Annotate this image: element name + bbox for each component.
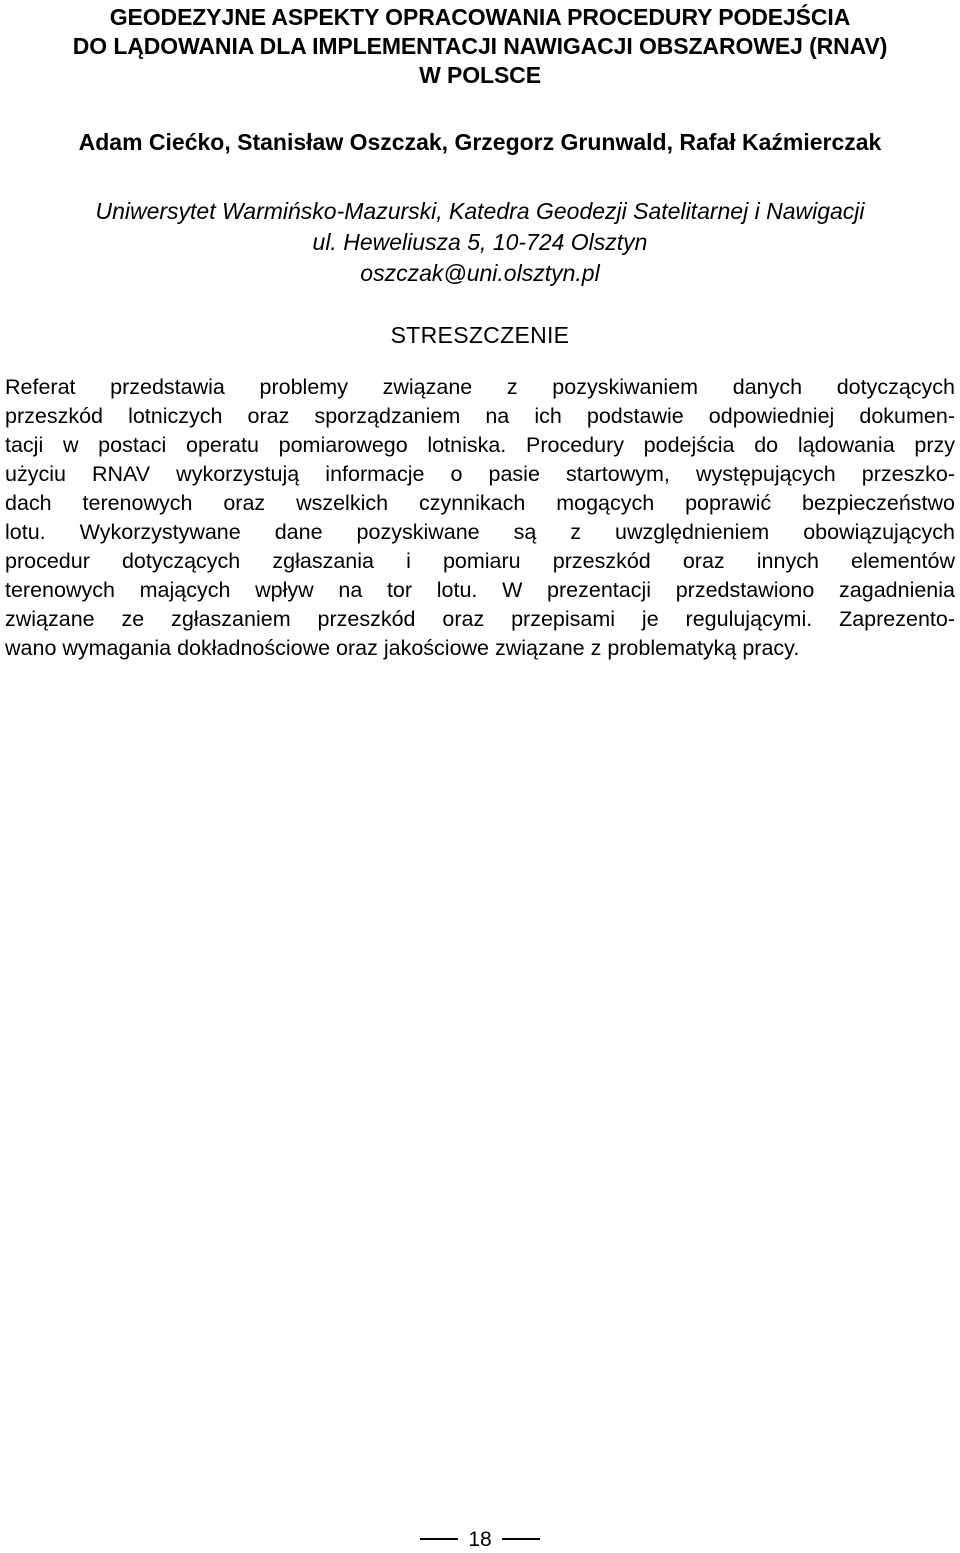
page-number: 18: [468, 1528, 492, 1551]
abstract-line: Referat przedstawia problemy związane z pozyskiwaniem danych dotyczących: [5, 375, 955, 399]
abstract-line: wano wymagania dokładnościowe oraz jakościowe związane z problematyką pracy.: [5, 636, 800, 660]
institution: Uniwersytet Warmińsko-Mazurski, Katedra Geodezji Satelitarnej i Nawigacji: [95, 198, 865, 224]
paper-title: [0, 3, 960, 90]
abstract-line: dach terenowych oraz wszelkich czynnikach mogących poprawić bezpieczeństwo: [5, 491, 955, 515]
abstract-line: terenowych mających wpływ na tor lotu. W prezentacji przedstawiono zagadnienia: [5, 578, 955, 602]
abstract-line: związane ze zgłaszaniem przeszkód oraz przepisami je regulującymi. Zaprezento-: [5, 607, 955, 631]
page-footer: [0, 1527, 960, 1553]
abstract-line: lotu. Wykorzystywane dane pozyskiwane są z uwzględnieniem obowiązujących: [5, 520, 955, 544]
abstract-body: [5, 373, 955, 663]
abstract-line: przeszkód lotniczych oraz sporządzaniem na ich podstawie odpowiedniej dokumen-: [5, 404, 955, 428]
email: oszczak@uni.olsztyn.pl: [360, 260, 600, 286]
title-line: W POLSCE: [419, 62, 541, 88]
title-line: GEODEZYJNE ASPEKTY OPRACOWANIA PROCEDURY PODEJŚCIA: [109, 4, 851, 30]
abstract-line: procedur dotyczących zgłaszania i pomiaru przeszkód oraz innych elementów: [5, 549, 955, 573]
author-list: Adam Ciećko, Stanisław Oszczak, Grzegorz Grunwald, Rafał Kaźmierczak: [78, 129, 882, 155]
affiliation: [0, 196, 960, 289]
abstract-line: tacji w postaci operatu pomiarowego lotniska. Procedury podejścia do lądowania przy: [5, 433, 955, 457]
title-line: DO LĄDOWANIA DLA IMPLEMENTACJI NAWIGACJI OBSZAROWEJ (RNAV): [72, 33, 888, 59]
page-number-rule-left: [420, 1538, 458, 1540]
abstract-heading: STRESZCZENIE: [390, 322, 570, 348]
page-number-rule-right: [502, 1538, 540, 1540]
address: ul. Heweliusza 5, 10-724 Olsztyn: [312, 229, 648, 255]
abstract-line: użyciu RNAV wykorzystują informacje o pasie startowym, występujących przeszko-: [5, 462, 955, 486]
